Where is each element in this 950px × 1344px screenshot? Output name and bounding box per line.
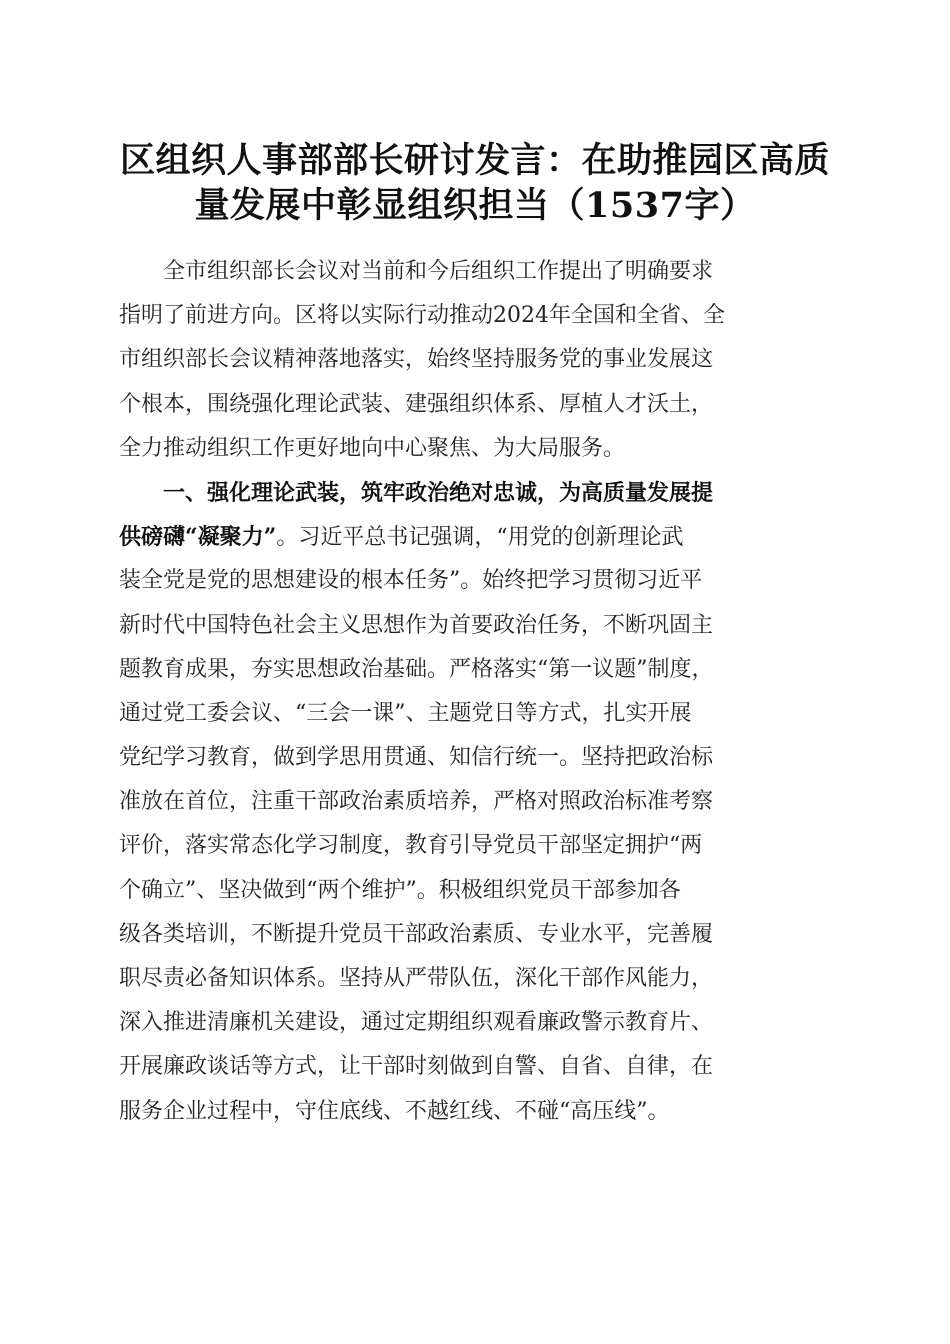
text-segment: 。习近平总书记强调，“用党的创新理论武 xyxy=(276,525,684,551)
section-heading-tail: 供磅礴“凝聚力” xyxy=(119,524,277,551)
text-line: 装全党是党的思想建设的根本任务”。始终把学习贯彻习近平 xyxy=(119,568,703,594)
section-heading-continuation xyxy=(119,515,829,559)
text-line: 党纪学习教育，做到学思用贯通、知信行统一。坚持把政治标 xyxy=(119,745,714,771)
text-line: 准放在首位，注重干部政治素质培养，严格对照政治标准考察 xyxy=(119,789,714,815)
text-line: 题教育成果，夯实思想政治基础。严格落实“第一议题”制度， xyxy=(119,656,714,682)
paragraph-section-1 xyxy=(119,471,829,1134)
text-line: 级各类培训，不断提升党员干部政治素质、专业水平，完善履 xyxy=(119,921,714,947)
text-line: 全力推动组织工作更好地向中心聚焦、为大局服务。 xyxy=(119,435,626,461)
paragraph-intro xyxy=(119,250,829,471)
text-line: 指明了前进方向。区将以实际行动推动2024年全国和全省、全 xyxy=(119,303,725,329)
text-line: 通过党工委会议、“三会一课”、主题党日等方式，扎实开展 xyxy=(119,700,692,726)
text-line: 个确立”、坚决做到“两个维护”。积极组织党员干部参加各 xyxy=(119,877,681,903)
title-line-2: 量发展中彰显组织担当（1537字） xyxy=(194,185,756,226)
section-heading-line: 一、强化理论武装，筑牢政治绝对忠诚，为高质量发展提 xyxy=(119,479,714,506)
text-line: 服务企业过程中，守住底线、不越红线、不碰“高压线”。 xyxy=(119,1098,670,1124)
document-body xyxy=(119,250,829,1134)
title-line-1: 区组织人事部部长研讨发言：在助推园区高质 xyxy=(119,140,830,181)
text-line: 职尽责必备知识体系。坚持从严带队伍，深化干部作风能力， xyxy=(119,966,714,991)
text-line: 开展廉政谈话等方式，让干部时刻做到自警、自省、自律，在 xyxy=(119,1054,714,1080)
text-line: 个根本，围绕强化理论武装、建强组织体系、厚植人才沃土， xyxy=(119,391,714,417)
text-line: 评价，落实常态化学习制度，教育引导党员干部坚定拥护“两 xyxy=(119,833,703,859)
text-line: 市组织部长会议精神落地落实，始终坚持服务党的事业发展这 xyxy=(119,347,714,373)
text-line: 全市组织部长会议对当前和今后组织工作提出了明确要求 xyxy=(119,259,714,284)
text-line: 深入推进清廉机关建设，通过定期组织观看廉政警示教育片、 xyxy=(119,1010,714,1036)
text-line: 新时代中国特色社会主义思想作为首要政治任务，不断巩固主 xyxy=(119,612,714,638)
document-title xyxy=(100,138,850,228)
